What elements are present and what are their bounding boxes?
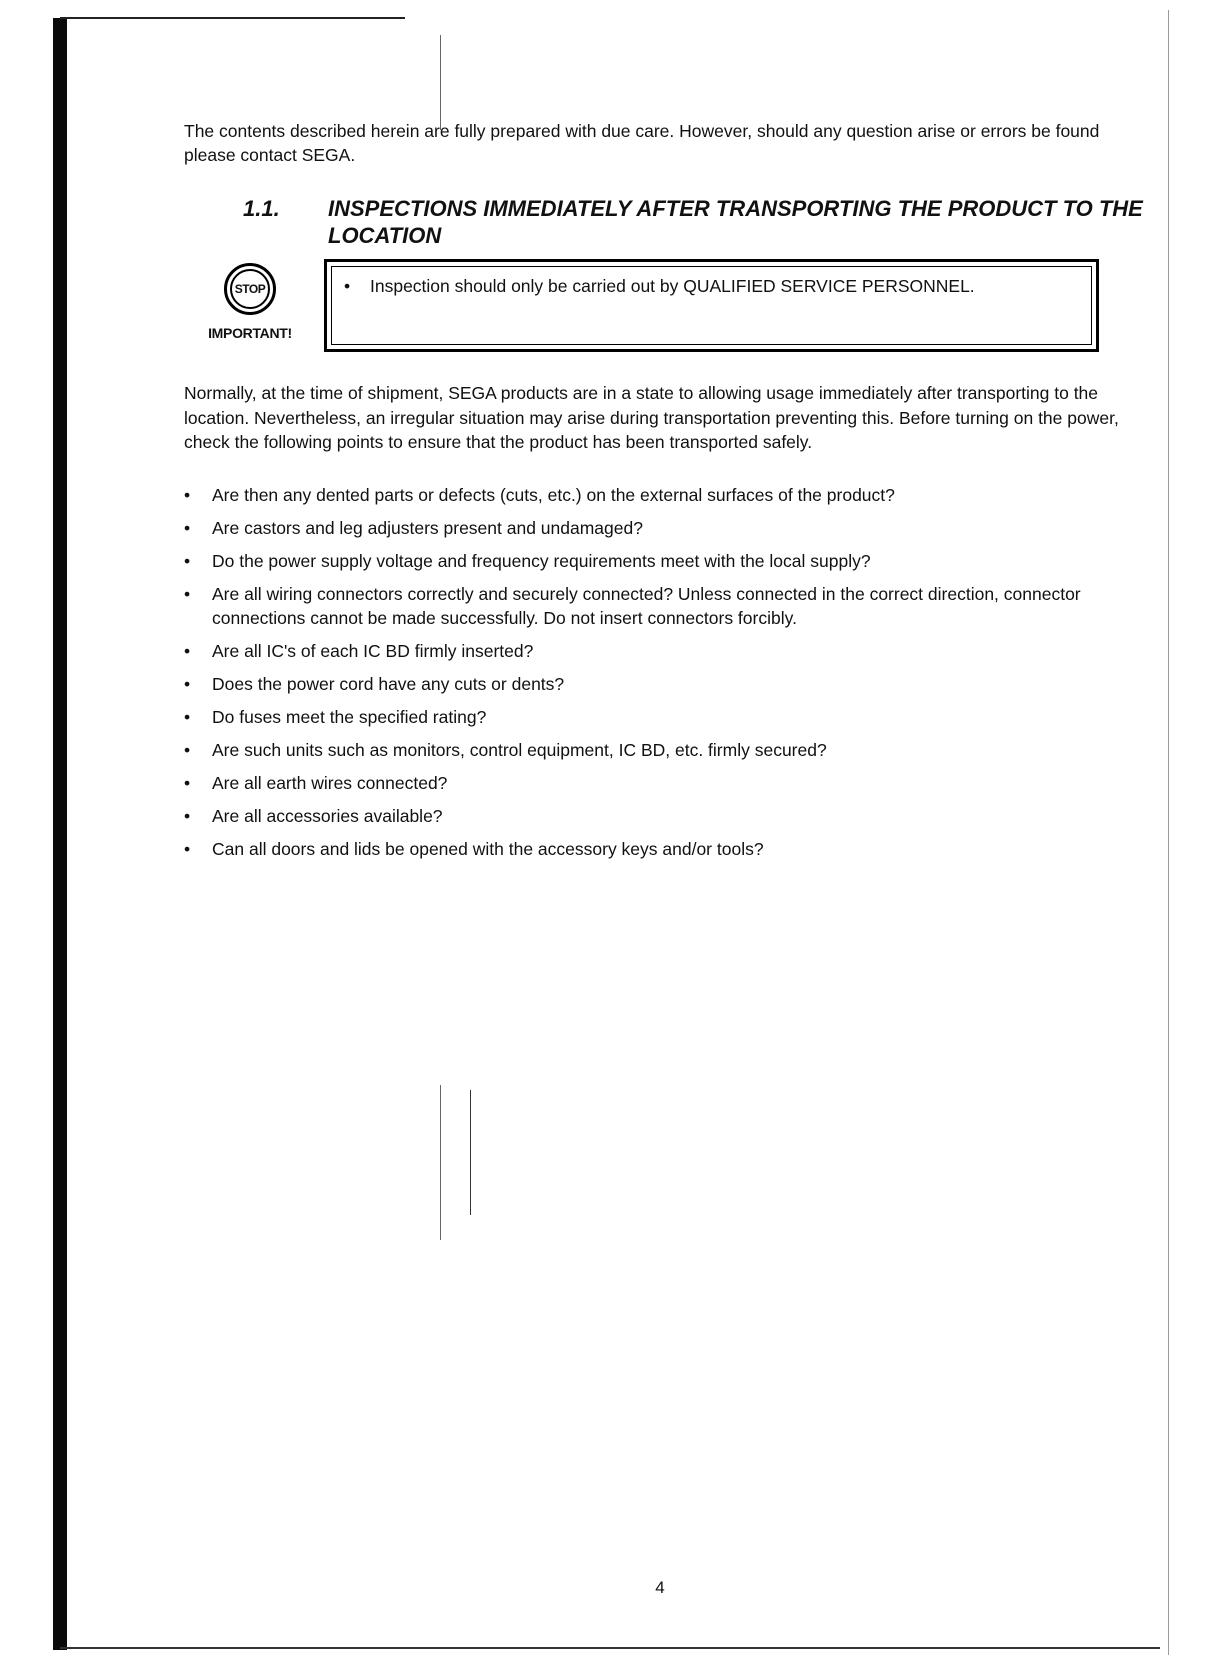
- list-item-text: Are all accessories available?: [212, 806, 443, 826]
- scan-right-line: [1168, 10, 1169, 1655]
- important-notice-inner-frame: [331, 266, 1092, 345]
- list-item: [184, 582, 1134, 630]
- bullet-icon: •: [184, 551, 191, 571]
- bullet-icon: •: [184, 773, 191, 793]
- important-notice-marker: [195, 263, 305, 341]
- page-number: 4: [655, 1578, 665, 1597]
- important-label: IMPORTANT!: [208, 325, 292, 341]
- intro-paragraph: The contents described herein are fully prepared with due care. However, should any question arise or errors be found please contact SEGA.: [184, 121, 1100, 165]
- bullet-icon: •: [184, 674, 191, 694]
- bullet-icon: •: [184, 518, 191, 538]
- section-number: 1.1.: [243, 196, 280, 221]
- scan-top-line: [60, 17, 405, 19]
- bullet-icon: •: [184, 584, 191, 604]
- important-notice-box: [324, 259, 1099, 352]
- bullet-icon: •: [184, 806, 191, 826]
- inspection-checklist: [184, 483, 1134, 870]
- list-item: [184, 672, 1134, 696]
- list-item: [184, 804, 1134, 828]
- list-item-text: Do the power supply voltage and frequency requirements meet with the local supply?: [212, 551, 871, 571]
- list-item-text: Are castors and leg adjusters present and undamaged?: [212, 518, 643, 538]
- scan-mark: [440, 1085, 441, 1240]
- list-item-text: Are all wiring connectors correctly and securely connected? Unless connected in the correct direction, connector connections cannot be made successfully. Do not insert connectors forcibly.: [212, 584, 1081, 628]
- list-item: [184, 705, 1134, 729]
- bullet-icon: •: [184, 641, 191, 661]
- section-title: INSPECTIONS IMMEDIATELY AFTER TRANSPORTING THE PRODUCT TO THE LOCATION: [328, 196, 1143, 248]
- list-item: [184, 549, 1134, 573]
- scan-bottom-line: [60, 1647, 1160, 1649]
- important-notice-text: Inspection should only be carried out by QUALIFIED SERVICE PERSONNEL.: [370, 276, 975, 296]
- scan-mark: [440, 35, 441, 130]
- bullet-icon: •: [184, 740, 191, 760]
- bullet-icon: •: [184, 485, 191, 505]
- bullet-icon: •: [344, 276, 351, 296]
- shipment-paragraph: Normally, at the time of shipment, SEGA products are in a state to allowing usage immediately after transporting to the location. Nevertheless, an irregular situation may arise during transportation preventing this. Before turning on the power, check the following points to ensure that the product has been transported safely.: [184, 383, 1119, 452]
- scan-mark: [470, 1090, 471, 1215]
- list-item: [184, 771, 1134, 795]
- important-notice-item: [344, 275, 975, 297]
- stop-icon: [224, 263, 276, 315]
- stop-icon-text: STOP: [230, 269, 270, 309]
- list-item: [184, 483, 1134, 507]
- bullet-icon: •: [184, 839, 191, 859]
- list-item-text: Are then any dented parts or defects (cuts, etc.) on the external surfaces of the product?: [212, 485, 895, 505]
- list-item: [184, 516, 1134, 540]
- bullet-icon: •: [184, 707, 191, 727]
- list-item-text: Can all doors and lids be opened with the accessory keys and/or tools?: [212, 839, 764, 859]
- list-item: [184, 837, 1134, 861]
- list-item: [184, 738, 1134, 762]
- list-item-text: Does the power cord have any cuts or dents?: [212, 674, 565, 694]
- list-item-text: Do fuses meet the specified rating?: [212, 707, 487, 727]
- scan-edge-bar: [53, 18, 67, 1650]
- list-item-text: Are all earth wires connected?: [212, 773, 448, 793]
- list-item-text: Are such units such as monitors, control equipment, IC BD, etc. firmly secured?: [212, 740, 827, 760]
- list-item: [184, 639, 1134, 663]
- list-item-text: Are all IC's of each IC BD firmly inserted?: [212, 641, 534, 661]
